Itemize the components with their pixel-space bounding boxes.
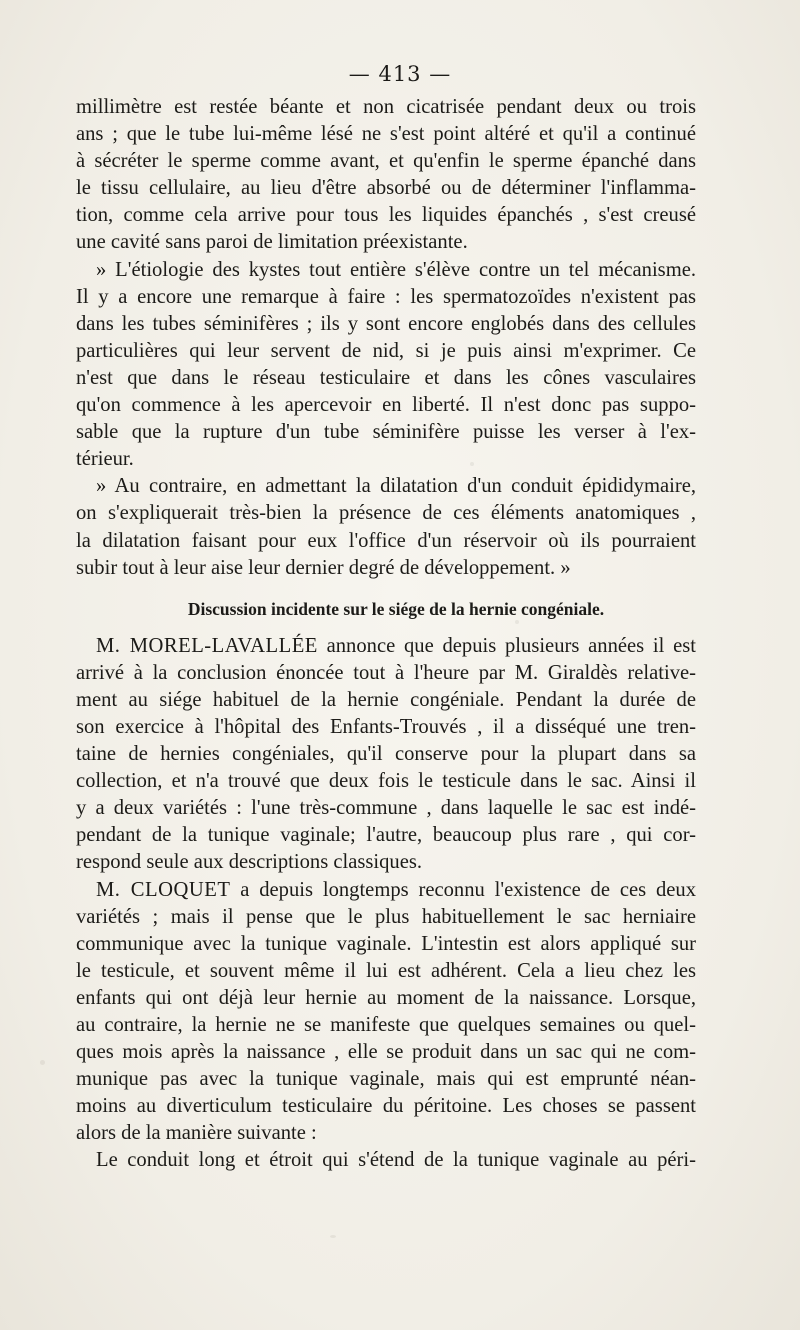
text-line: le testicule, et souvent même il lui est adhérent. Cela a lieu chez les (76, 959, 696, 982)
text-line: au contraire, la hernie ne se manifeste que quelques semaines ou quel- (76, 1014, 696, 1036)
text-line: » Au contraire, en admettant la dilatation d'un conduit épididymaire, (96, 475, 696, 498)
text-line: on s'expliquerait très-bien la présence de ces éléments anatomiques , (76, 502, 696, 525)
text-fragment: a depuis longtemps reconnu l'existence de ces deux (230, 878, 696, 901)
text-line: n'est que dans le réseau testiculaire et dans les cônes vasculaires (76, 366, 696, 389)
text-line: ment au siége habituel de la hernie congéniale. Pendant la durée de (76, 688, 696, 711)
text-line: tion, comme cela arrive pour tous les liquides épanchés , s'est creusé (76, 204, 696, 227)
text-line: particulières qui leur servent de nid, si je puis ainsi m'exprimer. Ce (76, 339, 696, 362)
paragraph (76, 1147, 696, 1174)
text-line: à sécréter le sperme comme avant, et qu'enfin le sperme épanché dans (76, 150, 696, 173)
body-text (76, 94, 696, 1175)
page-number: — 413 — (348, 62, 452, 86)
text-line: Il y a encore une remarque à faire : les spermatozoïdes n'existent pas (76, 285, 696, 308)
text-line: subir tout à leur aise leur dernier degré de développement. » (76, 556, 571, 579)
text-line: millimètre est restée béante et non cicatrisée pendant deux ou trois (76, 96, 696, 118)
text-line: » L'étiologie des kystes tout entière s'élève contre un tel mécanisme. (96, 258, 696, 281)
text-line: alors de la manière suivante : (76, 1122, 317, 1145)
text-line: sable que la rupture d'un tube séminifère puisse les verser à l'ex- (76, 421, 696, 444)
text-line: une cavité sans paroi de limitation préexistante. (76, 231, 468, 254)
paragraph (76, 877, 696, 1148)
text-line: qu'on commence à les apercevoir en liberté. Il n'est donc pas suppo- (76, 394, 696, 417)
text-line: Le conduit long et étroit qui s'étend de la tunique vaginale au péri- (96, 1149, 696, 1172)
paragraph (76, 94, 696, 257)
paragraph (76, 257, 696, 474)
text-line: communique avec la tunique vaginale. L'intestin est alors appliqué sur (76, 932, 696, 955)
text-line: le tissu cellulaire, au lieu d'être absorbé ou de déterminer l'inflamma- (76, 177, 696, 200)
text-line: collection, et n'a trouvé que deux fois le testicule dans le sac. Ainsi il (76, 770, 696, 793)
section-title: Discussion incidente sur le siége de la hernie congéniale. (187, 598, 605, 619)
text-line: ans ; que le tube lui-même lésé ne s'est point altéré et qu'il a continué (76, 123, 696, 146)
text-line: moins au diverticulum testiculaire du péritoine. Les choses se passent (76, 1095, 696, 1118)
text-line: taine de hernies congéniales, qu'il conserve pour la plupart dans sa (76, 743, 696, 766)
text-line: enfants qui ont déjà leur hernie au moment de la naissance. Lorsque, (76, 986, 696, 1009)
text-line: arrivé à la conclusion énoncée tout à l'heure par M. Giraldès relative- (76, 661, 696, 684)
paragraph (76, 473, 696, 581)
text-line: munique pas avec la tunique vaginale, mais qui est emprunté néan- (76, 1068, 696, 1091)
text-line: pendant de la tunique vaginale; l'autre, beaucoup plus rare , qui cor- (76, 824, 696, 847)
speaker-name: M. MOREL-LAVALLÉE (96, 634, 318, 657)
text-line: son exercice à l'hôpital des Enfants-Trouvés , il a disséqué une tren- (76, 715, 696, 738)
text-line: respond seule aux descriptions classiques. (76, 851, 423, 874)
text-line (76, 633, 696, 660)
text-line (76, 877, 696, 904)
text-line: térieur. (76, 448, 134, 471)
text-line: variétés ; mais il pense que le plus habituellement le sac herniaire (76, 905, 696, 928)
text-fragment: annonce que depuis plusieurs années il est (317, 634, 696, 657)
text-line: dans les tubes séminifères ; ils y sont encore englobés dans des cellules (76, 312, 696, 335)
text-line: ques mois après la naissance , elle se produit dans un sac qui ne com- (76, 1041, 696, 1064)
paragraph (76, 633, 696, 877)
text-line: y a deux variétés : l'une très-commune , dans laquelle le sac est indé- (76, 797, 696, 820)
text-line: la dilatation faisant pour eux l'office d'un réservoir où ils pourraient (76, 529, 696, 552)
speaker-name: M. CLOQUET (96, 878, 231, 901)
